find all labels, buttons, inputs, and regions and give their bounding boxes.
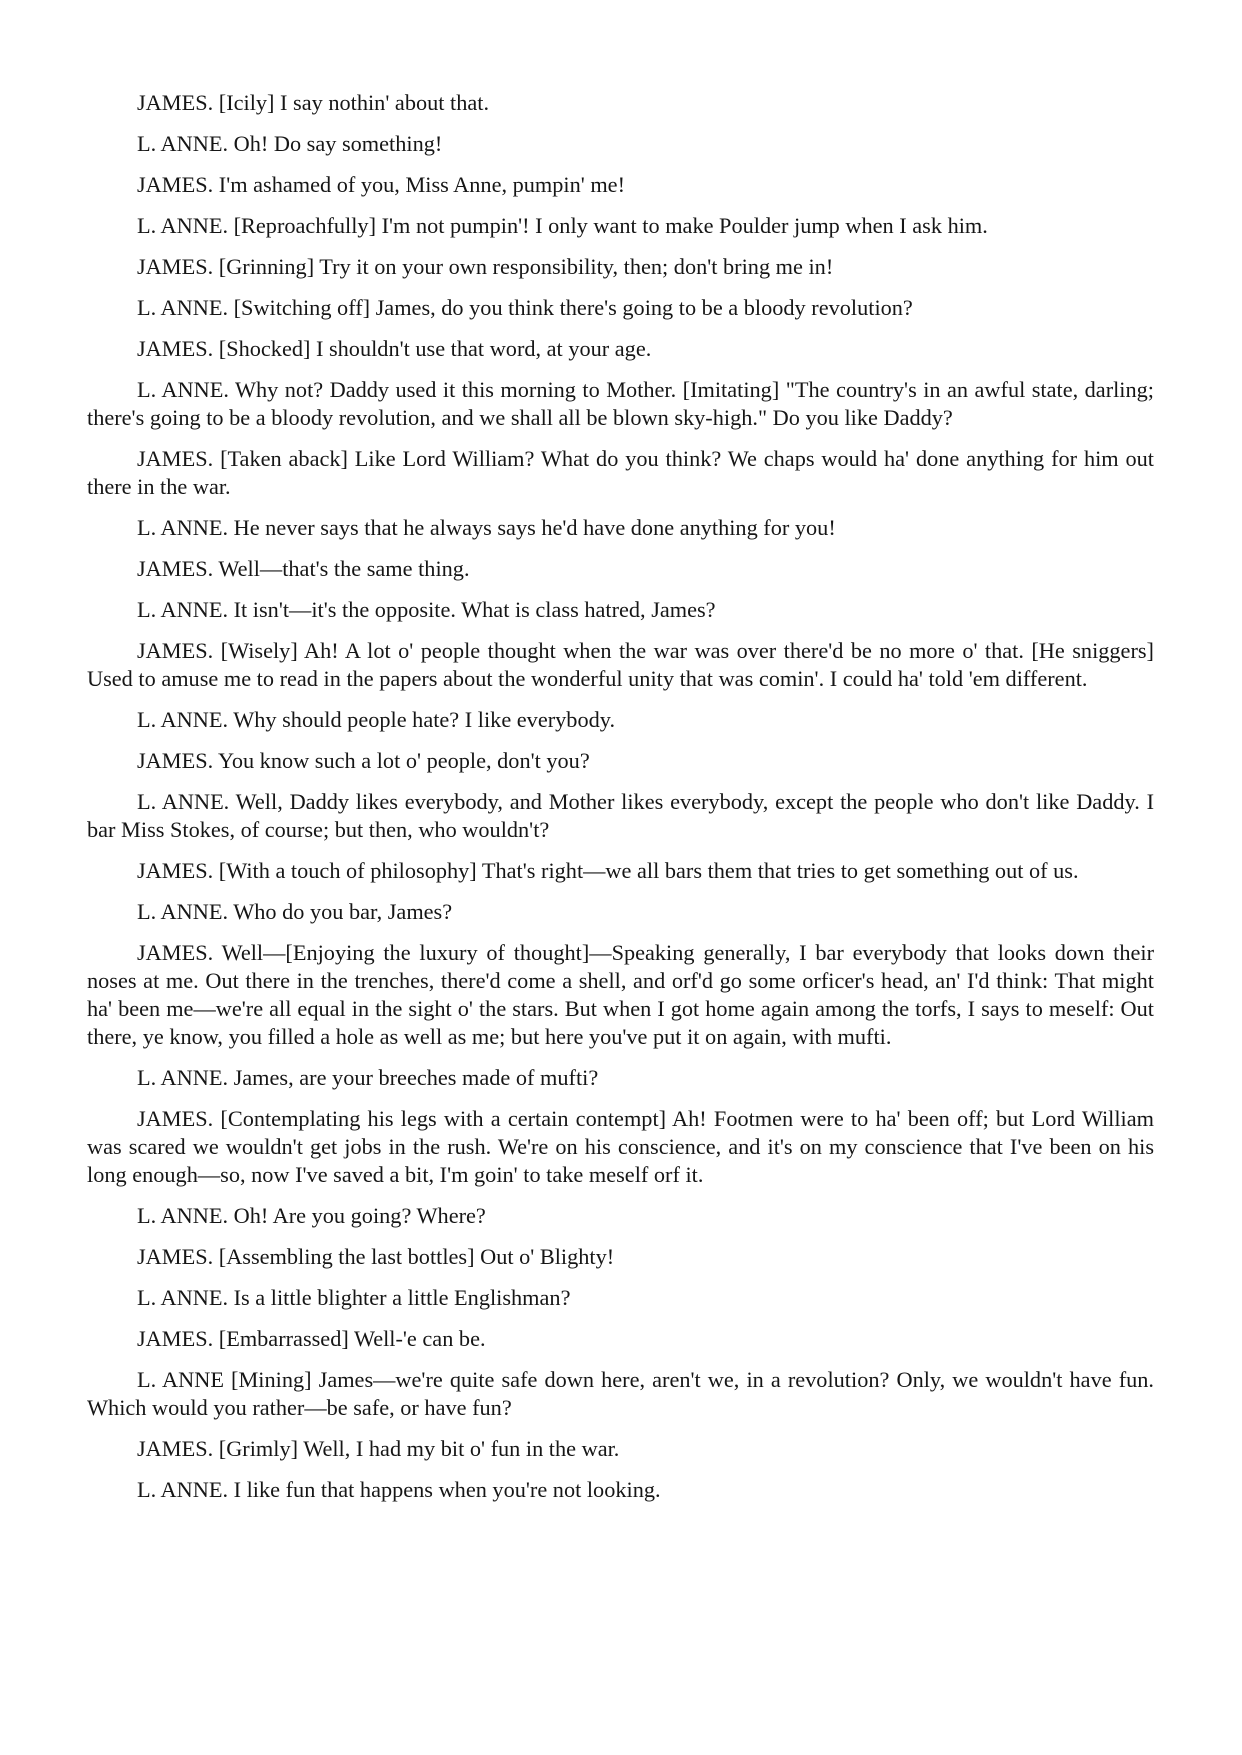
dialogue-line: L. ANNE. [Reproachfully] I'm not pumpin'! I only want to make Poulder jump when I ask him. <box>137 213 988 238</box>
dialogue-line: L. ANNE. Who do you bar, James? <box>137 899 453 924</box>
dialogue-line: L. ANNE. James, are your breeches made of mufti? <box>137 1065 599 1090</box>
dialogue-line: JAMES. [Grimly] Well, I had my bit o' fun in the war. <box>137 1436 620 1461</box>
dialogue-line: JAMES. [Grinning] Try it on your own responsibility, then; don't bring me in! <box>137 254 834 279</box>
dialogue-line: JAMES. [Shocked] I shouldn't use that word, at your age. <box>137 336 652 361</box>
dialogue-line: JAMES. I'm ashamed of you, Miss Anne, pumpin' me! <box>137 172 626 197</box>
dialogue-line: L. ANNE. Oh! Do say something! <box>137 131 443 156</box>
dialogue-line: L. ANNE. Is a little blighter a little Englishman? <box>137 1285 571 1310</box>
dialogue-line: L. ANNE. Why should people hate? I like everybody. <box>137 707 616 732</box>
dialogue-line: L. ANNE. Well, Daddy likes everybody, and Mother likes everybody, except the people who don't like Daddy. I bar Miss Stokes, of course; but then, who wouldn't? <box>87 789 1154 842</box>
dialogue-line: JAMES. [Embarrassed] Well-'e can be. <box>137 1326 486 1351</box>
dialogue-line: JAMES. [With a touch of philosophy] That's right—we all bars them that tries to get something out of us. <box>137 858 1079 883</box>
dialogue-line: L. ANNE. He never says that he always says he'd have done anything for you! <box>137 515 836 540</box>
dialogue-line: JAMES. You know such a lot o' people, don't you? <box>137 748 590 773</box>
dialogue-line: JAMES. [Taken aback] Like Lord William? What do you think? We chaps would ha' done anything for him out there in the war. <box>87 446 1154 499</box>
dialogue-line: L. ANNE. I like fun that happens when you're not looking. <box>137 1477 661 1502</box>
document-page <box>87 89 1154 1517</box>
dialogue-line: JAMES. [Wisely] Ah! A lot o' people thought when the war was over there'd be no more o' that. [He sniggers] Used to amuse me to read in the papers about the wonderful unity that was comin'. I could ha' told 'em different. <box>87 638 1154 691</box>
dialogue-line: JAMES. [Contemplating his legs with a certain contempt] Ah! Footmen were to ha' been off; but Lord William was scared we wouldn't get jobs in the rush. We're on his conscience, and it's on my conscience that I've been on his long enough—so, now I've saved a bit, I'm goin' to take meself orf it. <box>87 1106 1154 1187</box>
dialogue-line: JAMES. Well—[Enjoying the luxury of thought]—Speaking generally, I bar everybody that looks down their noses at me. Out there in the trenches, there'd come a shell, and orf'd go some orficer's head, an' I'd think: That might ha' been me—we're all equal in the sight o' the stars. But when I got home again among the torfs, I says to meself: Out there, ye know, you filled a hole as well as me; but here you've put it on again, with mufti. <box>87 940 1154 1049</box>
dialogue-line: JAMES. [Icily] I say nothin' about that. <box>137 90 490 115</box>
dialogue-line: L. ANNE. Oh! Are you going? Where? <box>137 1203 486 1228</box>
dialogue-line: L. ANNE [Mining] James—we're quite safe down here, aren't we, in a revolution? Only, we wouldn't have fun. Which would you rather—be safe, or have fun? <box>87 1367 1154 1420</box>
dialogue-line: L. ANNE. [Switching off] James, do you think there's going to be a bloody revolution? <box>137 295 913 320</box>
dialogue-line: JAMES. [Assembling the last bottles] Out o' Blighty! <box>137 1244 615 1269</box>
dialogue-line: L. ANNE. It isn't—it's the opposite. What is class hatred, James? <box>137 597 716 622</box>
dialogue-line: JAMES. Well—that's the same thing. <box>137 556 470 581</box>
dialogue-line: L. ANNE. Why not? Daddy used it this morning to Mother. [Imitating] "The country's in an awful state, darling; there's going to be a bloody revolution, and we shall all be blown sky-high." Do you like Daddy? <box>87 377 1154 430</box>
